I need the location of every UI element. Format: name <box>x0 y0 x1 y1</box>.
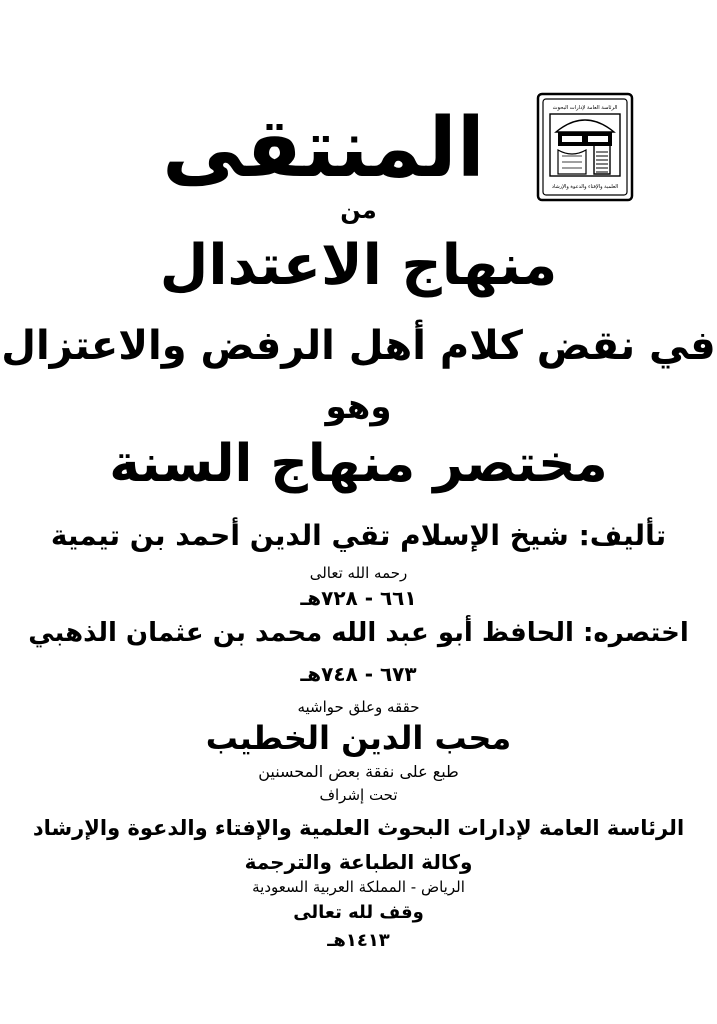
author-line: تأليف: شيخ الإسلام تقي الدين أحمد بن تيمية <box>50 519 667 552</box>
editor-label: حققه وعلق حواشيه <box>297 698 420 716</box>
publication-year: ١٤١٣هـ <box>327 930 390 951</box>
author-dates: ٦٦١ - ٧٢٨هـ <box>300 586 417 610</box>
abridgment-title: مختصر منهاج السنة <box>109 434 608 494</box>
supervision-label: تحت إشراف <box>319 786 398 804</box>
waqf-note: وقف لله تعالى <box>293 902 424 923</box>
publisher-presidency: الرئاسة العامة لإدارات البحوث العلمية والإفتاء والدعوة والإرشاد <box>32 816 685 840</box>
book-title-main: المنتقى <box>162 101 485 196</box>
abridger-dates: ٦٧٣ - ٧٤٨هـ <box>300 662 417 686</box>
connector-and-it-is: وهو <box>325 387 392 427</box>
book-subtitle: في نقض كلام أهل الرفض والاعتزال <box>1 323 716 369</box>
seal-emblem-icon <box>536 92 634 202</box>
publisher-agency: وكالة الطباعة والترجمة <box>244 850 473 874</box>
seal-bottom-text: العلمية والإفتاء والدعوة والإرشاد <box>551 184 619 190</box>
abridger-line: اختصره: الحافظ أبو عبد الله محمد بن عثمان الذهبي <box>28 618 689 648</box>
author-prayer: رحمه الله تعالى <box>309 564 408 582</box>
seal-top-text: الرئاسة العامة لإدارات البحوث <box>552 105 618 111</box>
editor-name: محب الدين الخطيب <box>205 719 512 757</box>
printing-note: طبع على نفقة بعض المحسنين <box>258 762 459 781</box>
publisher-location: الرياض - المملكة العربية السعودية <box>252 878 465 896</box>
book-title-secondary: منهاج الاعتدال <box>159 233 558 298</box>
title-connector-from: من <box>340 196 377 224</box>
